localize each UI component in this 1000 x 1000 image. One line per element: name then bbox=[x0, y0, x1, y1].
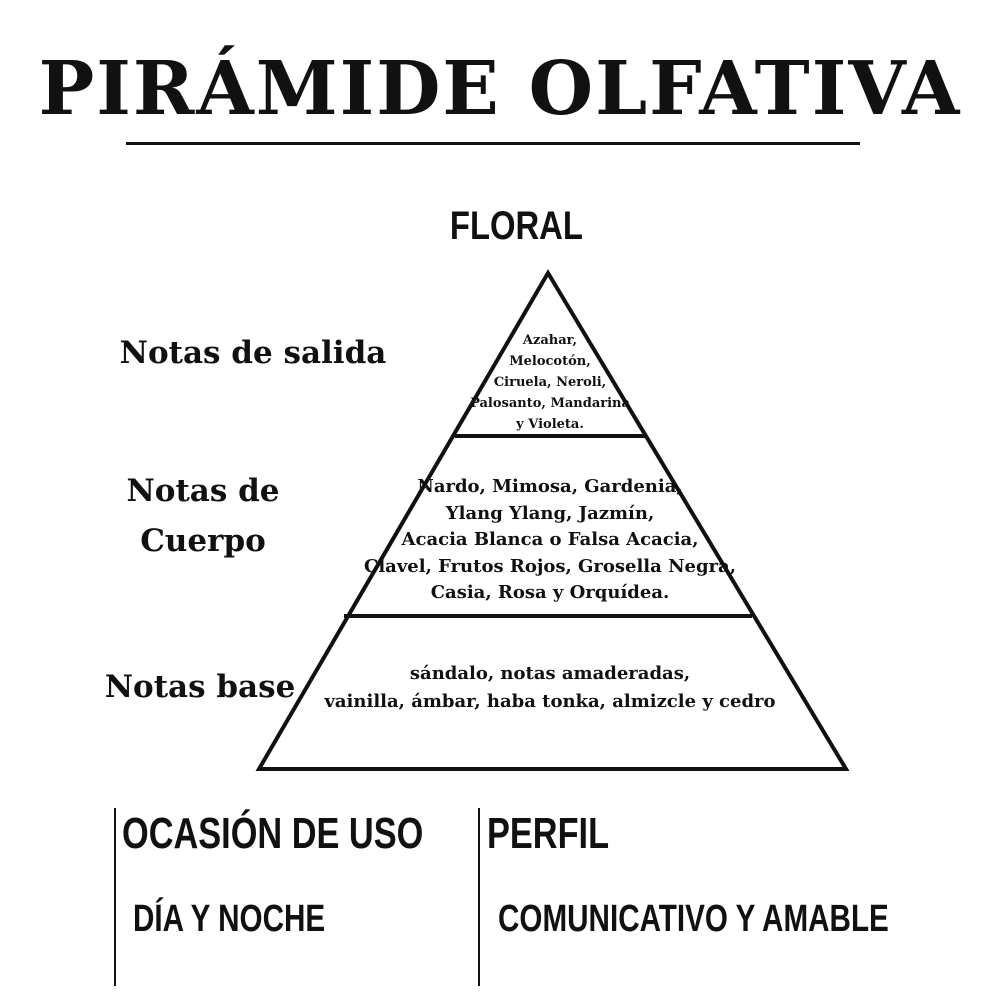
top-notes-label: Notas de salida bbox=[119, 335, 387, 371]
note-line: Nardo, Mimosa, Gardenia, bbox=[417, 476, 683, 497]
note-line: Melocotón, bbox=[509, 354, 591, 369]
occasion-divider bbox=[114, 808, 116, 986]
note-line: Azahar, bbox=[522, 333, 578, 348]
page-title: PIRÁMIDE OLFATIVA bbox=[38, 46, 962, 132]
note-line: sándalo, notas amaderadas, bbox=[409, 663, 691, 684]
heart-notes-label-line: Notas de bbox=[126, 473, 280, 509]
fragrance-family: FLORAL bbox=[449, 204, 583, 248]
note-line: Ciruela, Neroli, bbox=[493, 375, 607, 390]
note-line: Palosanto, Mandarina bbox=[470, 396, 630, 411]
base-notes-list bbox=[300, 660, 800, 716]
note-line: Ylang Ylang, Jazmín, bbox=[445, 502, 655, 524]
note-line: vainilla, ámbar, haba tonka, almizcle y cedro bbox=[324, 691, 776, 712]
profile-heading: PERFIL bbox=[487, 809, 610, 858]
profile-divider bbox=[478, 808, 480, 986]
note-line: y Violeta. bbox=[516, 417, 584, 432]
note-line: Clavel, Frutos Rojos, Grosella Negra, bbox=[364, 555, 736, 577]
note-line: Casia, Rosa y Orquídea. bbox=[430, 582, 670, 603]
heart-notes-label-line: Cuerpo bbox=[140, 523, 266, 559]
occasion-heading: OCASIÓN DE USO bbox=[122, 809, 424, 858]
profile-value: COMUNICATIVO Y AMABLE bbox=[498, 898, 889, 940]
heart-notes-list bbox=[360, 474, 740, 607]
top-notes-list bbox=[460, 330, 640, 435]
base-notes-label: Notas base bbox=[104, 669, 296, 705]
note-line: Acacia Blanca o Falsa Acacia, bbox=[401, 529, 699, 550]
occasion-value: DÍA Y NOCHE bbox=[133, 898, 326, 940]
